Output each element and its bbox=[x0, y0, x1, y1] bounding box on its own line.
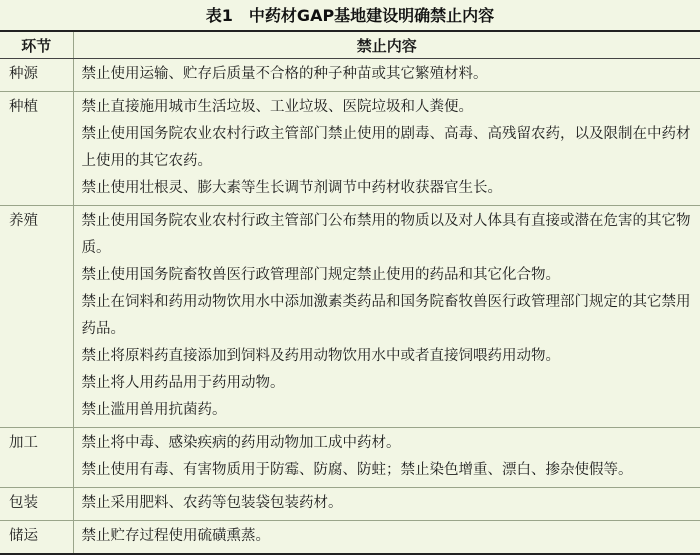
list-item: 禁止采用肥料、农药等包装袋包装药材。 bbox=[81, 495, 343, 511]
prohibition-table bbox=[0, 32, 700, 555]
content-cell bbox=[73, 206, 700, 428]
content-cell bbox=[73, 59, 700, 92]
list-item: 禁止使用国务院畜牧兽医行政管理部门规定禁止使用的药品和其它化合物。 bbox=[81, 267, 560, 283]
list-item: 禁止将原料药直接添加到饲料及药用动物饮用水中或者直接饲喂药用动物。 bbox=[81, 348, 560, 364]
list-item: 禁止将中毒、感染疾病的药用动物加工成中药材。 bbox=[81, 435, 401, 451]
stage-cell: 加工 bbox=[0, 428, 73, 488]
list-item: 禁止使用国务院农业农村行政主管部门公布禁用的物质以及对人体具有直接或潜在危害的其它物质。 bbox=[81, 213, 691, 256]
stage-cell: 种源 bbox=[0, 59, 73, 92]
header-content: 禁止内容 bbox=[73, 32, 700, 59]
table-row bbox=[0, 59, 700, 92]
list-item: 禁止在饲料和药用动物饮用水中添加激素类药品和国务院畜牧兽医行政管理部门规定的其它禁用药品。 bbox=[81, 294, 691, 337]
table-row bbox=[0, 206, 700, 428]
list-item: 禁止使用有毒、有害物质用于防霉、防腐、防蛀；禁止染色增重、漂白、掺杂使假等。 bbox=[81, 462, 633, 478]
stage-cell: 储运 bbox=[0, 521, 73, 555]
content-cell bbox=[73, 92, 700, 206]
list-item: 禁止滥用兽用抗菌药。 bbox=[81, 402, 227, 418]
table-row bbox=[0, 428, 700, 488]
table-title: 表1 中药材GAP基地建设明确禁止内容 bbox=[0, 0, 700, 32]
table-row bbox=[0, 488, 700, 521]
stage-cell: 包装 bbox=[0, 488, 73, 521]
list-item: 禁止使用国务院农业农村行政主管部门禁止使用的剧毒、高毒、高残留农药，以及限制在中药材上使用的其它农药。 bbox=[81, 126, 691, 169]
table-row bbox=[0, 521, 700, 555]
list-item: 禁止将人用药品用于药用动物。 bbox=[81, 375, 285, 391]
table-row bbox=[0, 92, 700, 206]
content-cell bbox=[73, 521, 700, 555]
list-item: 禁止直接施用城市生活垃圾、工业垃圾、医院垃圾和人粪便。 bbox=[81, 99, 473, 115]
list-item: 禁止贮存过程使用硫磺熏蒸。 bbox=[81, 528, 270, 544]
content-cell bbox=[73, 488, 700, 521]
list-item: 禁止使用运输、贮存后质量不合格的种子种苗或其它繁殖材料。 bbox=[81, 66, 488, 82]
content-cell bbox=[73, 428, 700, 488]
list-item: 禁止使用壮根灵、膨大素等生长调节剂调节中药材收获器官生长。 bbox=[81, 180, 502, 196]
stage-cell: 养殖 bbox=[0, 206, 73, 428]
header-stage: 环节 bbox=[0, 32, 73, 59]
header-row bbox=[0, 32, 700, 59]
stage-cell: 种植 bbox=[0, 92, 73, 206]
